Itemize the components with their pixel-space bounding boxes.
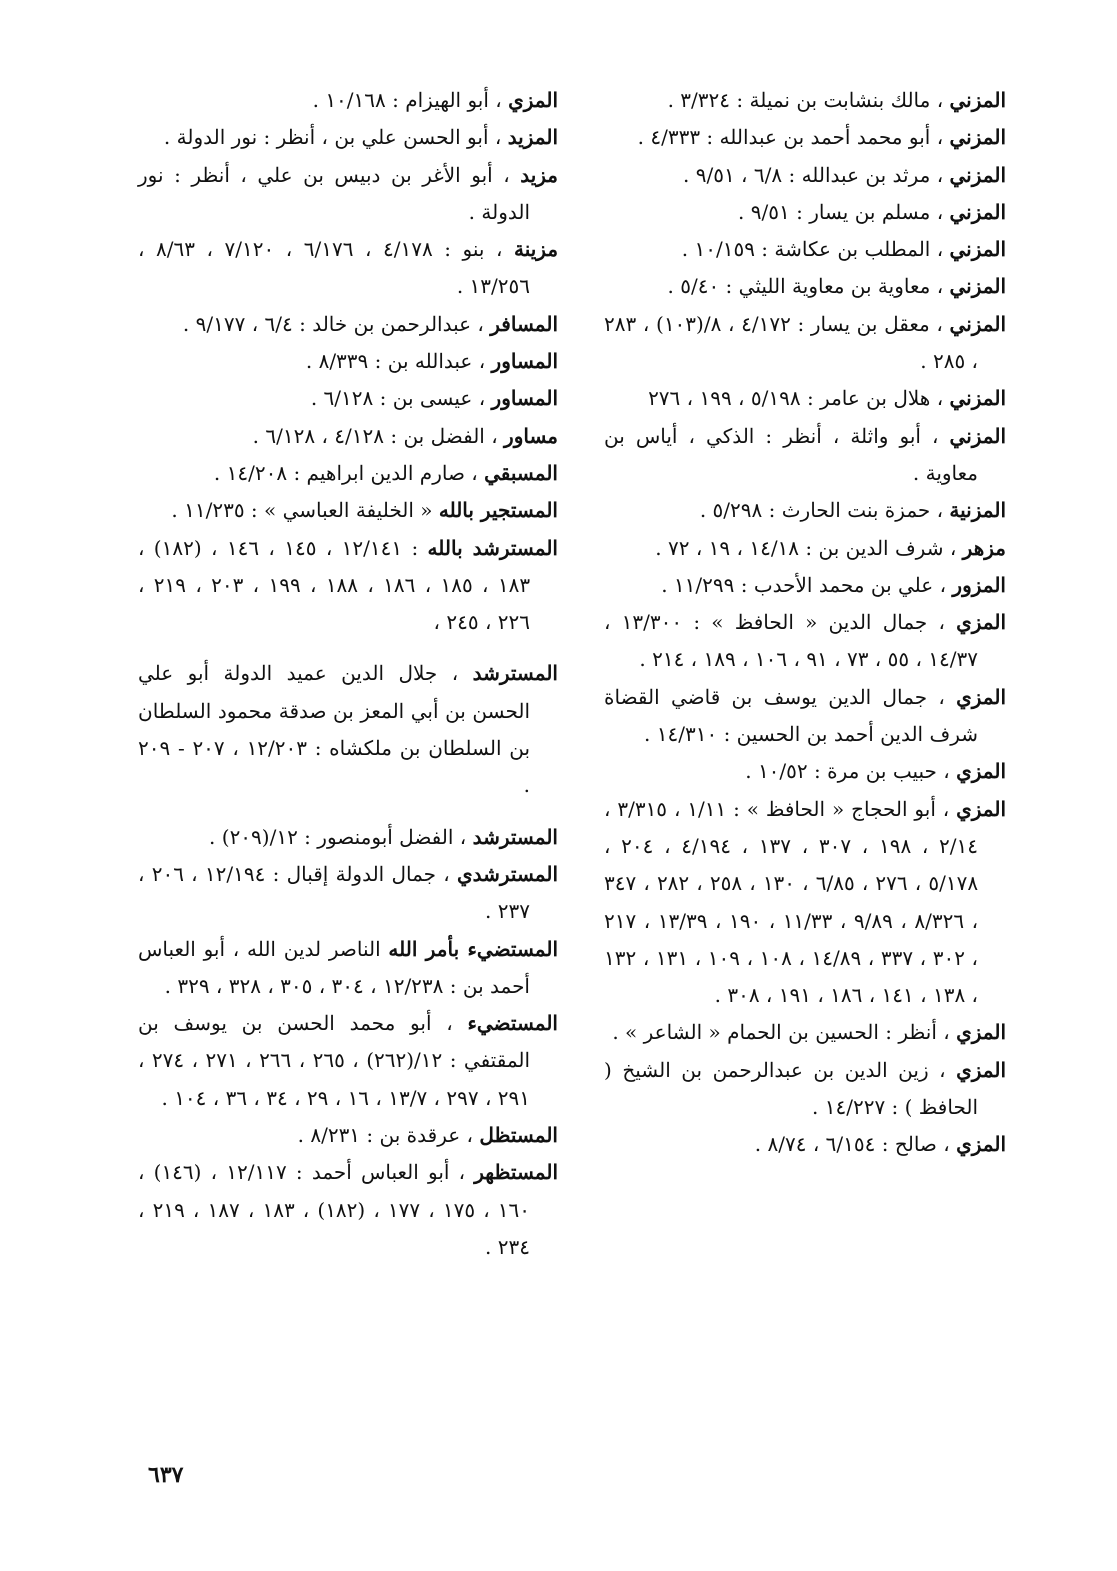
entry-heading: المزني <box>949 199 1006 224</box>
entry-text: ، حبيب بن مرة : ١٠/٥٢ . <box>745 759 950 784</box>
entry-text: الناصر لدين الله ، أبو العباس أحمد بن : ١٢/٢٣٨ ، ٣٠٤ ، ٣٠٥ ، ٣٢٨ ، ٣٢٩ . <box>138 936 530 998</box>
entry-text: ، مسلم بن يسار : ٩/٥١ . <box>738 199 944 224</box>
index-entry <box>138 82 558 119</box>
entry-text: ، أبو واثلة ، أنظر : الذكي ، أياس بن معاوية . <box>604 423 978 485</box>
entry-text: ، أبو الحسن علي بن ، أنظر : نور الدولة . <box>163 125 502 150</box>
entry-heading: المزي <box>956 1132 1006 1157</box>
index-entry <box>604 119 1006 156</box>
entry-heading: المزنية <box>949 498 1006 523</box>
entry-heading: المزي <box>956 610 1007 635</box>
entry-heading: المزني <box>949 125 1006 150</box>
entry-text: ، عبدالرحمن بن خالد : ٦/٤ ، ٩/١٧٧ . <box>182 311 484 336</box>
entry-heading: مزهر <box>962 535 1006 560</box>
index-entry <box>138 492 558 529</box>
entry-heading: المزني <box>949 311 1007 336</box>
index-entry <box>604 1126 1006 1163</box>
entry-text: ، بنو : ٤/١٧٨ ، ٦/١٧٦ ، ٧/١٢٠ ، ٨/٦٣ ، ١٣/٢٥٦ . <box>138 237 530 299</box>
entry-heading: المستجير بالله <box>438 498 558 523</box>
entry-heading: المزيد <box>507 125 558 150</box>
entry-text: ، جمال الدولة إقبال : ١٢/١٩٤ ، ٢٠٦ ، ٢٣٧ . <box>138 861 530 924</box>
entry-heading: المسترشد <box>472 824 558 849</box>
entry-text: ، جمال الدين يوسف بن قاضي القضاة شرف الدين أحمد بن الحسين : ١٤/٣١٠ . <box>604 684 978 747</box>
entry-heading: المستضيء بأمر الله <box>388 936 558 961</box>
index-entry <box>138 1117 558 1154</box>
index-entry <box>604 380 1006 417</box>
index-entry <box>604 791 1006 1015</box>
index-entry <box>138 655 558 804</box>
entry-heading: المزني <box>949 423 1007 448</box>
entry-heading: المساور <box>491 349 558 374</box>
entry-text: ، شرف الدين بن : ١٤/١٨ ، ١٩ ، ٧٢ . <box>655 535 957 560</box>
index-entry <box>138 418 558 455</box>
entry-text: ، حمزة بنت الحارث : ٥/٢٩٨ . <box>699 498 944 523</box>
index-entry <box>604 1052 1006 1127</box>
index-entry <box>138 455 558 492</box>
entry-text: ، الفضل أبومنصور : ١٢/(٢٠٩) . <box>209 824 467 849</box>
index-entry <box>138 380 558 417</box>
entry-heading: مزينة <box>513 237 559 262</box>
entry-text: ، زين الدين بن عبدالرحمن بن الشيخ ( الحافظ ) : ١٤/٢٢٧ . <box>604 1057 978 1120</box>
index-entry <box>604 194 1006 231</box>
entry-text: ، مرثد بن عبدالله : ٦/٨ ، ٩/٥١ . <box>683 162 944 187</box>
index-entry <box>138 1154 558 1266</box>
index-entry <box>604 753 1006 790</box>
index-entry <box>138 856 558 931</box>
index-entry <box>604 567 1006 604</box>
entry-heading: المزني <box>949 274 1006 299</box>
entry-text: ، أبو محمد الحسن بن يوسف بن المقتفي : ١٢/(٢٦٢) ، ٢٦٥ ، ٢٦٦ ، ٢٧١ ، ٢٧٤ ، ٢٩١ ، ٢٩٧ ، ١٣/٧ ، ١٦ ، ٢٩ ، ٣٤ ، ٣٦ ، ١٠٤ . <box>138 1011 531 1110</box>
entry-heading: المستضيء <box>467 1011 558 1036</box>
entry-text: ، هلال بن عامر : ٥/١٩٨ ، ١٩٩ ، ٢٧٦ <box>648 386 944 411</box>
entry-text: ، أبو الأغر بن دبيس بن علي ، أنظر : نور الدولة . <box>138 162 530 224</box>
entry-heading: المزي <box>956 684 1007 709</box>
entry-text: ، علي بن محمد الأحدب : ١١/٢٩٩ . <box>661 572 947 597</box>
entry-text: « الخليفة العباسي » : ١١/٢٣٥ . <box>171 498 433 523</box>
entry-heading: المستظل <box>479 1123 558 1148</box>
entry-text: ، الفضل بن : ٤/١٢٨ ، ٦/١٢٨ . <box>252 423 498 448</box>
index-entry <box>138 157 558 232</box>
entry-heading: المزور <box>952 572 1006 597</box>
entry-heading: المزي <box>956 796 1007 821</box>
index-entry <box>604 492 1006 529</box>
entry-heading: المسبقي <box>484 460 558 485</box>
index-column-left <box>138 82 558 1266</box>
index-entry <box>138 1005 558 1117</box>
index-column-right <box>604 82 1006 1164</box>
entry-text: ، صارم الدين ابراهيم : ١٤/٢٠٨ . <box>213 460 478 485</box>
entry-heading: مزيد <box>520 162 559 187</box>
entry-text: ، عيسى بن : ٦/١٢٨ . <box>310 386 486 411</box>
entry-heading: المستظهر <box>474 1160 558 1185</box>
index-entry <box>604 1014 1006 1051</box>
index-entry <box>604 82 1006 119</box>
entry-text: ، صالح : ٦/١٥٤ ، ٨/٧٤ . <box>754 1132 950 1157</box>
entry-heading: المسترشد بالله <box>427 535 558 560</box>
page-number: ٦٣٧ <box>148 1462 184 1488</box>
index-entry <box>604 604 1006 679</box>
entry-text: ، معقل بن يسار : ٤/١٧٢ ، ٨/(١٠٣) ، ٢٨٣ ، ٢٨٥ . <box>604 311 978 374</box>
entry-heading: المسافر <box>490 311 558 336</box>
entry-heading: المسترشد <box>472 661 558 686</box>
entry-text: ، أبو محمد أحمد بن عبدالله : ٤/٣٣٣ . <box>637 125 944 150</box>
entry-heading: المزي <box>508 88 558 112</box>
index-entry <box>604 268 1006 305</box>
index-entry <box>138 343 558 380</box>
index-entry <box>604 231 1006 268</box>
entry-heading: المزني <box>949 162 1006 187</box>
entry-text: ، أنظر : الحسين بن الحمام « الشاعر » . <box>612 1020 950 1045</box>
entry-text: : ١٢/١٤١ ، ١٤٥ ، ١٤٦ ، (١٨٢) ، ١٨٣ ، ١٨٥ ، ١٨٦ ، ١٨٨ ، ١٩٩ ، ٢٠٣ ، ٢١٩ ، ٢٢٦ ، ٢٤٥ ، <box>138 535 531 635</box>
index-entry <box>138 119 558 156</box>
entry-heading: المساور <box>491 386 558 411</box>
entry-heading: المزني <box>949 386 1006 411</box>
index-entry <box>138 306 558 343</box>
index-entry <box>604 418 1006 493</box>
index-entry <box>138 931 558 1006</box>
index-entry <box>138 819 558 856</box>
entry-heading: المسترشدي <box>456 861 559 886</box>
index-entry <box>138 530 558 642</box>
entry-heading: المزي <box>956 759 1006 784</box>
entry-text: ، عرقدة بن : ٨/٢٣١ . <box>297 1123 473 1148</box>
index-entry <box>138 231 558 306</box>
entry-text: ، عبدالله بن : ٨/٣٣٩ . <box>305 349 486 374</box>
entry-text: ، أبو الهيزام : ١٠/١٦٨ . <box>312 88 502 112</box>
entry-heading: مساور <box>504 423 558 448</box>
entry-heading: المزني <box>949 88 1006 112</box>
entry-heading: المزني <box>949 237 1006 262</box>
entry-text: ، أبو الحجاج « الحافظ » : ١/١١ ، ٣/٣١٥ ، ٢/١٤ ، ١٩٨ ، ٣٠٧ ، ١٣٧ ، ٤/١٩٤ ، ٢٠٤ ، ٥/١٧٨ ، ٢٧٦ ، ٦/٨٥ ، ١٣٠ ، ٢٥٨ ، ٢٨٢ ، ٣٤٧ ، ٨/٣٢٦ ، ٩/٨٩ ، ١١/٣٣ ، ١٩٠ ، ١٣/٣٩ ، ٢١٧ ، ٣٠٢ ، ٣٣٧ ، ١٤/٨٩ ، ١٠٨ ، ١٠٩ ، ١٣١ ، ١٣٢ ، ١٣٨ ، ١٤١ ، ١٨٦ ، ١٩١ ، ٣٠٨ . <box>604 796 979 1008</box>
entry-text: ، معاوية بن معاوية الليثي : ٥/٤٠ . <box>667 274 944 299</box>
entry-heading: المزي <box>956 1057 1006 1082</box>
entry-text: ، المطلب بن عكاشة : ١٠/١٥٩ . <box>681 237 944 262</box>
index-entry <box>604 157 1006 194</box>
entry-text: ، جلال الدين عميد الدولة أبو علي الحسن بن أبي المعز بن صدقة محمود السلطان بن السلطان بن ملكشاه : ١٢/٢٠٣ ، ٢٠٧ - ٢٠٩ . <box>138 661 531 798</box>
entry-text: ، جمال الدين « الحافظ » : ١٣/٣٠٠ ، ١٤/٣٧ ، ٥٥ ، ٧٣ ، ٩١ ، ١٠٦ ، ١٨٩ ، ٢١٤ . <box>604 610 978 672</box>
index-entry <box>604 306 1006 381</box>
index-entry <box>604 679 1006 754</box>
entry-text: ، أبو العباس أحمد : ١٢/١١٧ ، (١٤٦) ، ١٦٠ ، ١٧٥ ، ١٧٧ ، (١٨٢) ، ١٨٣ ، ١٨٧ ، ٢١٩ ، ٢٣٤ . <box>138 1160 531 1259</box>
entry-heading: المزي <box>956 1020 1006 1045</box>
index-entry <box>604 530 1006 567</box>
entry-text: ، مالك بنشابت بن نميلة : ٣/٣٢٤ . <box>667 88 944 112</box>
